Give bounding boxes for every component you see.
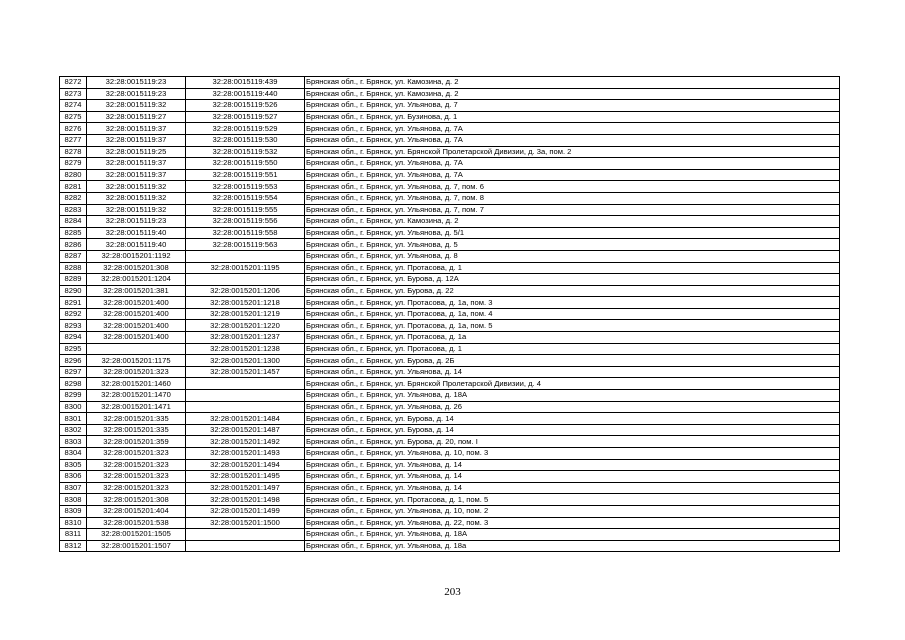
address-cell: Брянская обл., г. Брянск, ул. Ульянова, д. 18А: [305, 529, 840, 541]
object-cadastral-number-cell: 32:28:0015119:530: [186, 134, 305, 146]
row-number-cell: 8304: [60, 448, 87, 460]
cadastral-number-cell: 32:28:0015201:538: [87, 517, 186, 529]
cadastral-number-cell: [87, 343, 186, 355]
table-row: [60, 320, 840, 332]
cadastral-number-cell: 32:28:0015201:400: [87, 297, 186, 309]
object-cadastral-number-cell: 32:28:0015119:527: [186, 111, 305, 123]
row-number-cell: 8279: [60, 158, 87, 170]
address-cell: Брянская обл., г. Брянск, ул. Ульянова, д. 14: [305, 482, 840, 494]
address-cell: Брянская обл., г. Брянск, ул. Ульянова, д. 26: [305, 401, 840, 413]
row-number-cell: 8308: [60, 494, 87, 506]
object-cadastral-number-cell: 32:28:0015119:551: [186, 169, 305, 181]
address-cell: Брянская обл., г. Брянск, ул. Ульянова, д. 7, пом. 7: [305, 204, 840, 216]
address-cell: Брянская обл., г. Брянск, ул. Камозина, д. 2: [305, 77, 840, 89]
object-cadastral-number-cell: 32:28:0015201:1300: [186, 355, 305, 367]
object-cadastral-number-cell: 32:28:0015119:554: [186, 192, 305, 204]
cadastral-number-cell: 32:28:0015119:23: [87, 88, 186, 100]
object-cadastral-number-cell: 32:28:0015119:526: [186, 100, 305, 112]
cadastral-number-cell: 32:28:0015201:1204: [87, 274, 186, 286]
address-cell: Брянская обл., г. Брянск, ул. Брянской Пролетарской Дивизии, д. 4: [305, 378, 840, 390]
cadastral-number-cell: 32:28:0015201:323: [87, 459, 186, 471]
address-cell: Брянская обл., г. Брянск, ул. Бурова, д. 14: [305, 424, 840, 436]
row-number-cell: 8306: [60, 471, 87, 483]
row-number-cell: 8282: [60, 192, 87, 204]
address-cell: Брянская обл., г. Брянск, ул. Ульянова, д. 5/1: [305, 227, 840, 239]
cadastral-number-cell: 32:28:0015201:400: [87, 332, 186, 344]
row-number-cell: 8275: [60, 111, 87, 123]
object-cadastral-number-cell: [186, 378, 305, 390]
address-cell: Брянская обл., г. Брянск, ул. Ульянова, д. 7А: [305, 134, 840, 146]
address-cell: Брянская обл., г. Брянск, ул. Ульянова, д. 22, пом. 3: [305, 517, 840, 529]
table-row: [60, 494, 840, 506]
row-number-cell: 8272: [60, 77, 87, 89]
object-cadastral-number-cell: [186, 401, 305, 413]
table-row: [60, 123, 840, 135]
object-cadastral-number-cell: 32:28:0015201:1238: [186, 343, 305, 355]
address-cell: Брянская обл., г. Брянск, ул. Ульянова, д. 7А: [305, 169, 840, 181]
table-row: [60, 517, 840, 529]
table-row: [60, 297, 840, 309]
row-number-cell: 8299: [60, 390, 87, 402]
row-number-cell: 8294: [60, 332, 87, 344]
object-cadastral-number-cell: 32:28:0015201:1493: [186, 448, 305, 460]
row-number-cell: 8296: [60, 355, 87, 367]
object-cadastral-number-cell: 32:28:0015119:550: [186, 158, 305, 170]
table-row: [60, 529, 840, 541]
table-row: [60, 204, 840, 216]
cadastral-number-cell: 32:28:0015201:323: [87, 366, 186, 378]
row-number-cell: 8290: [60, 285, 87, 297]
row-number-cell: 8281: [60, 181, 87, 193]
cadastral-number-cell: 32:28:0015119:23: [87, 77, 186, 89]
object-cadastral-number-cell: [186, 390, 305, 402]
object-cadastral-number-cell: 32:28:0015201:1494: [186, 459, 305, 471]
table-row: [60, 274, 840, 286]
object-cadastral-number-cell: 32:28:0015119:558: [186, 227, 305, 239]
cadastral-number-cell: 32:28:0015201:335: [87, 413, 186, 425]
object-cadastral-number-cell: 32:28:0015201:1492: [186, 436, 305, 448]
table-row: [60, 413, 840, 425]
object-cadastral-number-cell: 32:28:0015119:553: [186, 181, 305, 193]
object-cadastral-number-cell: 32:28:0015119:556: [186, 216, 305, 228]
table-row: [60, 88, 840, 100]
row-number-cell: 8286: [60, 239, 87, 251]
address-cell: Брянская обл., г. Брянск, ул. Протасова, д. 1: [305, 343, 840, 355]
row-number-cell: 8292: [60, 308, 87, 320]
address-cell: Брянская обл., г. Брянск, ул. Ульянова, д. 10, пом. 2: [305, 505, 840, 517]
address-cell: Брянская обл., г. Брянск, ул. Ульянова, д. 14: [305, 471, 840, 483]
cadastral-number-cell: 32:28:0015119:40: [87, 239, 186, 251]
table-row: [60, 459, 840, 471]
table-row: [60, 227, 840, 239]
row-number-cell: 8274: [60, 100, 87, 112]
address-cell: Брянская обл., г. Брянск, ул. Ульянова, д. 7А: [305, 123, 840, 135]
cadastral-number-cell: 32:28:0015119:27: [87, 111, 186, 123]
object-cadastral-number-cell: 32:28:0015119:563: [186, 239, 305, 251]
table-row: [60, 401, 840, 413]
table-row: [60, 471, 840, 483]
cadastral-number-cell: 32:28:0015119:32: [87, 204, 186, 216]
cadastral-number-cell: 32:28:0015119:25: [87, 146, 186, 158]
object-cadastral-number-cell: 32:28:0015201:1497: [186, 482, 305, 494]
row-number-cell: 8312: [60, 540, 87, 552]
cadastral-number-cell: 32:28:0015119:37: [87, 134, 186, 146]
table-row: [60, 378, 840, 390]
address-cell: Брянская обл., г. Брянск, ул. Ульянова, д. 10, пом. 3: [305, 448, 840, 460]
cadastral-number-cell: 32:28:0015119:40: [87, 227, 186, 239]
row-number-cell: 8311: [60, 529, 87, 541]
table-row: [60, 100, 840, 112]
address-cell: Брянская обл., г. Брянск, ул. Ульянова, д. 14: [305, 459, 840, 471]
cadastral-number-cell: 32:28:0015119:32: [87, 100, 186, 112]
address-cell: Брянская обл., г. Брянск, ул. Брянской Пролетарской Дивизии, д. 3а, пом. 2: [305, 146, 840, 158]
property-table: [59, 76, 840, 552]
address-cell: Брянская обл., г. Брянск, ул. Бурова, д. 2Б: [305, 355, 840, 367]
table-row: [60, 250, 840, 262]
object-cadastral-number-cell: 32:28:0015201:1498: [186, 494, 305, 506]
cadastral-number-cell: 32:28:0015119:32: [87, 192, 186, 204]
address-cell: Брянская обл., г. Брянск, ул. Протасова, д. 1а: [305, 332, 840, 344]
cadastral-number-cell: 32:28:0015201:381: [87, 285, 186, 297]
row-number-cell: 8291: [60, 297, 87, 309]
address-cell: Брянская обл., г. Брянск, ул. Ульянова, д. 8: [305, 250, 840, 262]
table-row: [60, 448, 840, 460]
address-cell: Брянская обл., г. Брянск, ул. Протасова, д. 1, пом. 5: [305, 494, 840, 506]
cadastral-number-cell: 32:28:0015119:32: [87, 181, 186, 193]
table-row: [60, 192, 840, 204]
property-table-body: [60, 77, 840, 552]
table-row: [60, 169, 840, 181]
address-cell: Брянская обл., г. Брянск, ул. Ульянова, д. 7: [305, 100, 840, 112]
cadastral-number-cell: 32:28:0015119:37: [87, 123, 186, 135]
object-cadastral-number-cell: [186, 250, 305, 262]
table-row: [60, 343, 840, 355]
object-cadastral-number-cell: 32:28:0015201:1219: [186, 308, 305, 320]
address-cell: Брянская обл., г. Брянск, ул. Бурова, д. 22: [305, 285, 840, 297]
cadastral-number-cell: 32:28:0015119:23: [87, 216, 186, 228]
address-cell: Брянская обл., г. Брянск, ул. Ульянова, д. 14: [305, 366, 840, 378]
object-cadastral-number-cell: 32:28:0015201:1218: [186, 297, 305, 309]
table-row: [60, 111, 840, 123]
object-cadastral-number-cell: 32:28:0015119:532: [186, 146, 305, 158]
table-row: [60, 134, 840, 146]
row-number-cell: 8284: [60, 216, 87, 228]
table-row: [60, 355, 840, 367]
table-row: [60, 181, 840, 193]
row-number-cell: 8302: [60, 424, 87, 436]
address-cell: Брянская обл., г. Брянск, ул. Камозина, д. 2: [305, 216, 840, 228]
row-number-cell: 8289: [60, 274, 87, 286]
row-number-cell: 8278: [60, 146, 87, 158]
cadastral-number-cell: 32:28:0015119:37: [87, 158, 186, 170]
object-cadastral-number-cell: 32:28:0015201:1195: [186, 262, 305, 274]
address-cell: Брянская обл., г. Брянск, ул. Бузинова, д. 1: [305, 111, 840, 123]
table-row: [60, 146, 840, 158]
object-cadastral-number-cell: 32:28:0015201:1500: [186, 517, 305, 529]
row-number-cell: 8283: [60, 204, 87, 216]
cadastral-number-cell: 32:28:0015201:1505: [87, 529, 186, 541]
address-cell: Брянская обл., г. Брянск, ул. Бурова, д. 20, пом. I: [305, 436, 840, 448]
table-row: [60, 308, 840, 320]
object-cadastral-number-cell: 32:28:0015201:1206: [186, 285, 305, 297]
object-cadastral-number-cell: 32:28:0015201:1220: [186, 320, 305, 332]
cadastral-number-cell: 32:28:0015201:323: [87, 471, 186, 483]
cadastral-number-cell: 32:28:0015201:1175: [87, 355, 186, 367]
row-number-cell: 8295: [60, 343, 87, 355]
cadastral-number-cell: 32:28:0015201:404: [87, 505, 186, 517]
table-row: [60, 158, 840, 170]
row-number-cell: 8293: [60, 320, 87, 332]
table-row: [60, 390, 840, 402]
address-cell: Брянская обл., г. Брянск, ул. Ульянова, д. 18А: [305, 390, 840, 402]
object-cadastral-number-cell: 32:28:0015201:1487: [186, 424, 305, 436]
address-cell: Брянская обл., г. Брянск, ул. Протасова, д. 1: [305, 262, 840, 274]
table-row: [60, 424, 840, 436]
object-cadastral-number-cell: [186, 529, 305, 541]
row-number-cell: 8280: [60, 169, 87, 181]
address-cell: Брянская обл., г. Брянск, ул. Бурова, д. 14: [305, 413, 840, 425]
table-row: [60, 239, 840, 251]
row-number-cell: 8298: [60, 378, 87, 390]
row-number-cell: 8310: [60, 517, 87, 529]
table-row: [60, 505, 840, 517]
page-number: 203: [444, 586, 461, 598]
address-cell: Брянская обл., г. Брянск, ул. Бурова, д. 12А: [305, 274, 840, 286]
table-row: [60, 436, 840, 448]
cadastral-number-cell: 32:28:0015201:400: [87, 320, 186, 332]
row-number-cell: 8303: [60, 436, 87, 448]
row-number-cell: 8309: [60, 505, 87, 517]
row-number-cell: 8297: [60, 366, 87, 378]
object-cadastral-number-cell: 32:28:0015201:1499: [186, 505, 305, 517]
table-row: [60, 332, 840, 344]
table-row: [60, 262, 840, 274]
table-row: [60, 482, 840, 494]
object-cadastral-number-cell: 32:28:0015201:1484: [186, 413, 305, 425]
address-cell: Брянская обл., г. Брянск, ул. Ульянова, д. 18а: [305, 540, 840, 552]
object-cadastral-number-cell: 32:28:0015119:439: [186, 77, 305, 89]
object-cadastral-number-cell: 32:28:0015201:1237: [186, 332, 305, 344]
table-row: [60, 540, 840, 552]
cadastral-number-cell: 32:28:0015201:308: [87, 262, 186, 274]
row-number-cell: 8277: [60, 134, 87, 146]
table-row: [60, 216, 840, 228]
table-row: [60, 77, 840, 89]
address-cell: Брянская обл., г. Брянск, ул. Камозина, д. 2: [305, 88, 840, 100]
row-number-cell: 8285: [60, 227, 87, 239]
cadastral-number-cell: 32:28:0015201:1507: [87, 540, 186, 552]
table-row: [60, 366, 840, 378]
address-cell: Брянская обл., г. Брянск, ул. Протасова, д. 1а, пом. 3: [305, 297, 840, 309]
cadastral-number-cell: 32:28:0015201:400: [87, 308, 186, 320]
object-cadastral-number-cell: 32:28:0015119:440: [186, 88, 305, 100]
address-cell: Брянская обл., г. Брянск, ул. Протасова, д. 1а, пом. 5: [305, 320, 840, 332]
object-cadastral-number-cell: 32:28:0015201:1457: [186, 366, 305, 378]
row-number-cell: 8305: [60, 459, 87, 471]
row-number-cell: 8288: [60, 262, 87, 274]
cadastral-number-cell: 32:28:0015201:1470: [87, 390, 186, 402]
row-number-cell: 8273: [60, 88, 87, 100]
cadastral-number-cell: 32:28:0015201:1460: [87, 378, 186, 390]
object-cadastral-number-cell: 32:28:0015119:555: [186, 204, 305, 216]
cadastral-number-cell: 32:28:0015119:37: [87, 169, 186, 181]
cadastral-number-cell: 32:28:0015201:335: [87, 424, 186, 436]
row-number-cell: 8287: [60, 250, 87, 262]
row-number-cell: 8301: [60, 413, 87, 425]
table-row: [60, 285, 840, 297]
address-cell: Брянская обл., г. Брянск, ул. Протасова, д. 1а, пом. 4: [305, 308, 840, 320]
cadastral-number-cell: 32:28:0015201:1471: [87, 401, 186, 413]
cadastral-number-cell: 32:28:0015201:308: [87, 494, 186, 506]
cadastral-number-cell: 32:28:0015201:1192: [87, 250, 186, 262]
address-cell: Брянская обл., г. Брянск, ул. Ульянова, д. 7, пом. 8: [305, 192, 840, 204]
object-cadastral-number-cell: [186, 274, 305, 286]
object-cadastral-number-cell: 32:28:0015201:1495: [186, 471, 305, 483]
row-number-cell: 8307: [60, 482, 87, 494]
address-cell: Брянская обл., г. Брянск, ул. Ульянова, д. 7А: [305, 158, 840, 170]
row-number-cell: 8276: [60, 123, 87, 135]
object-cadastral-number-cell: 32:28:0015119:529: [186, 123, 305, 135]
object-cadastral-number-cell: [186, 540, 305, 552]
address-cell: Брянская обл., г. Брянск, ул. Ульянова, д. 7, пом. 6: [305, 181, 840, 193]
row-number-cell: 8300: [60, 401, 87, 413]
cadastral-number-cell: 32:28:0015201:323: [87, 448, 186, 460]
cadastral-number-cell: 32:28:0015201:323: [87, 482, 186, 494]
cadastral-number-cell: 32:28:0015201:359: [87, 436, 186, 448]
address-cell: Брянская обл., г. Брянск, ул. Ульянова, д. 5: [305, 239, 840, 251]
